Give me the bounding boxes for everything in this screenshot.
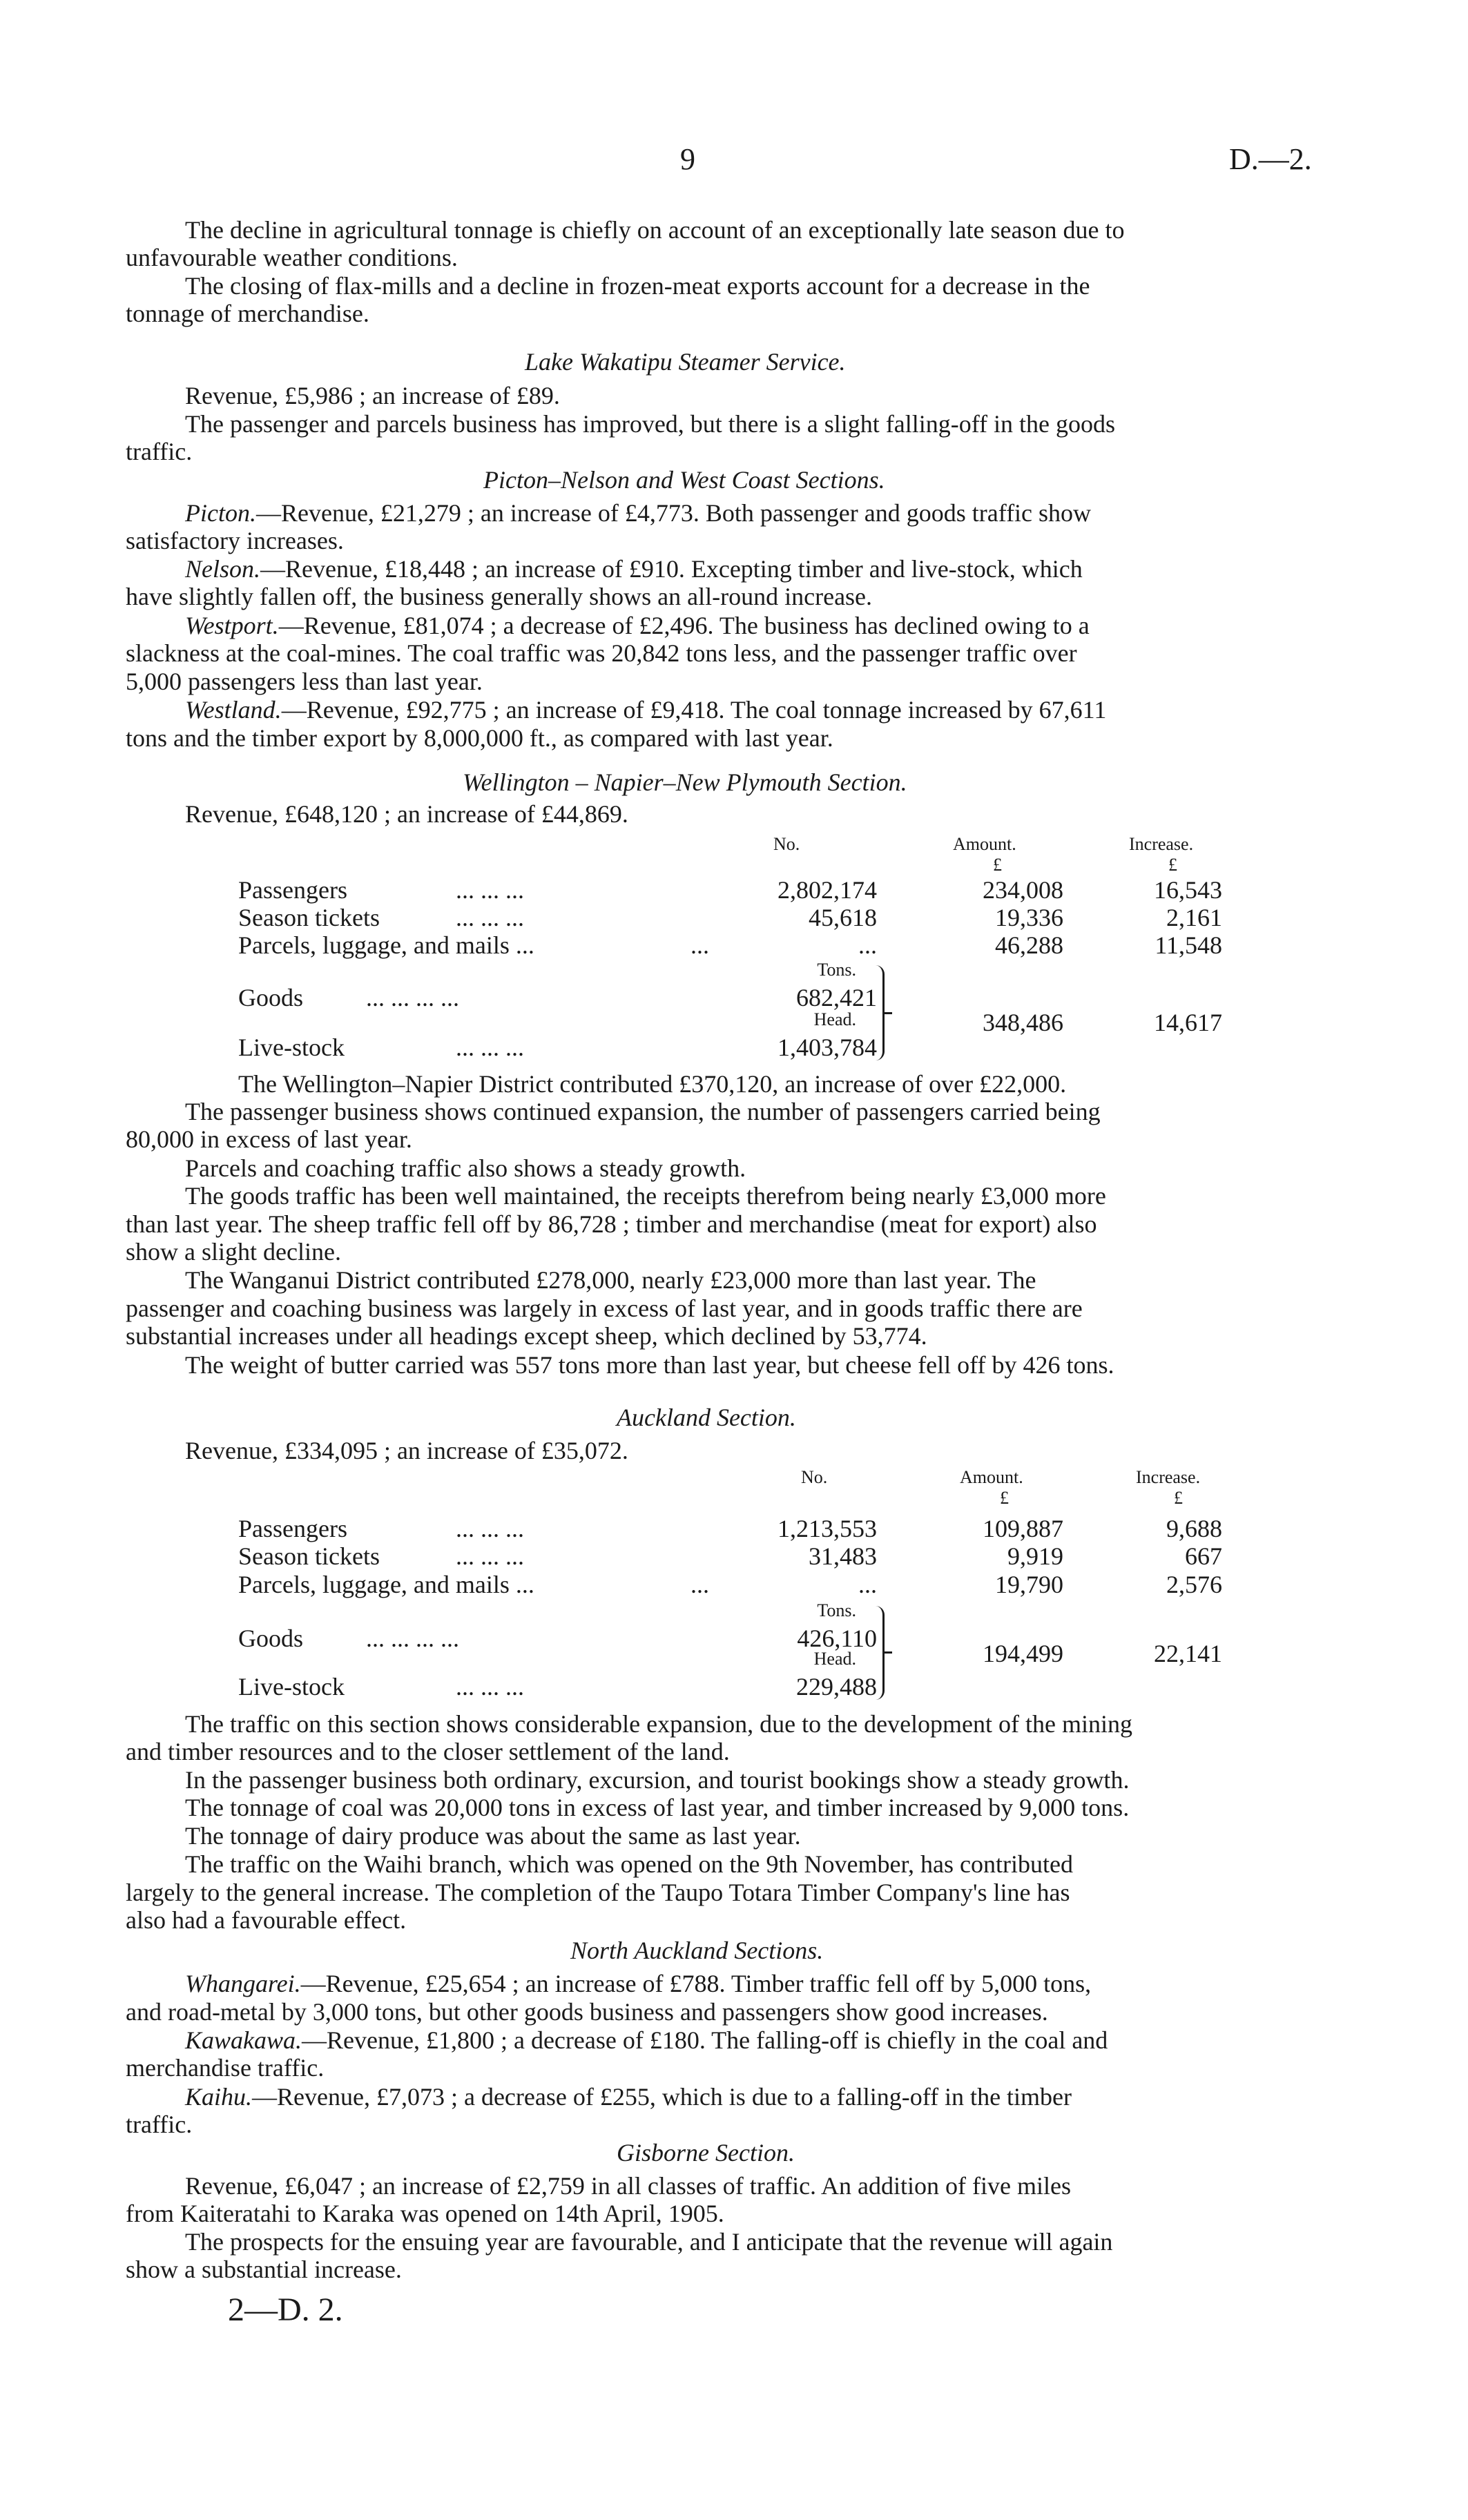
body-line: and road-metal by 3,000 tons, but other goods business and passengers show good increases. bbox=[126, 1998, 1048, 2026]
row-label: Parcels, luggage, and mails ... bbox=[238, 1571, 534, 1598]
body-line: The traffic on the Waihi branch, which was opened on the 9th November, has contributed bbox=[185, 1850, 1073, 1878]
row-increase: 9,688 bbox=[1166, 1515, 1222, 1542]
row-number: 1,403,784 bbox=[778, 1034, 877, 1061]
westland-name: Westland. bbox=[185, 696, 282, 724]
body-line: from Kaiteratahi to Karaka was opened on 14th April, 1905. bbox=[126, 2200, 724, 2227]
unit-label: Tons. bbox=[817, 960, 856, 980]
section-heading-gisborne: Gisborne Section. bbox=[617, 2139, 795, 2167]
row-label: Passengers bbox=[238, 1515, 347, 1542]
body-line: traffic. bbox=[126, 438, 193, 465]
body-line: tons and the timber export by 8,000,000 ft., as compared with last year. bbox=[126, 724, 833, 752]
unit-label: Head. bbox=[813, 1649, 856, 1669]
document-code: D.—2. bbox=[1229, 142, 1312, 176]
row-amount: 234,008 bbox=[983, 876, 1063, 904]
bracket-tip bbox=[882, 1012, 892, 1014]
whangarei-line bbox=[185, 1969, 1091, 1998]
body-line: and timber resources and to the closer settlement of the land. bbox=[126, 1738, 730, 1765]
body-line: The prospects for the ensuing year are favourable, and I anticipate that the revenue will again bbox=[185, 2228, 1113, 2256]
kaihu-name: Kaihu. bbox=[185, 2083, 253, 2111]
row-number: 31,483 bbox=[809, 1542, 877, 1570]
row-number: 682,421 bbox=[796, 984, 877, 1011]
row-leaders: ... bbox=[690, 1571, 709, 1598]
section-heading-wakatipu: Lake Wakatipu Steamer Service. bbox=[525, 348, 846, 376]
row-leaders: ... ... ... ... bbox=[366, 1625, 459, 1652]
body-line: slackness at the coal-mines. The coal traffic was 20,842 tons less, and the passenger traffic over bbox=[126, 639, 1077, 667]
row-label: Parcels, luggage, and mails ... bbox=[238, 931, 534, 959]
body-line: The goods traffic has been well maintained, the receipts therefrom being nearly £3,000 more bbox=[185, 1182, 1106, 1210]
section-heading-auckland: Auckland Section. bbox=[617, 1404, 796, 1431]
goods-livestock-amount: 194,499 bbox=[983, 1640, 1063, 1667]
westland-text: —Revenue, £92,775 ; an increase of £9,418. The coal tonnage increased by 67,611 bbox=[281, 696, 1107, 724]
section-heading-north-auckland: North Auckland Sections. bbox=[570, 1937, 824, 1964]
row-increase: 667 bbox=[1185, 1542, 1222, 1570]
row-number: 2,802,174 bbox=[778, 876, 877, 904]
row-number: ... bbox=[858, 1571, 877, 1598]
row-leaders: ... ... ... bbox=[456, 1034, 524, 1061]
intro-line: The closing of flax-mills and a decline in frozen-meat exports account for a decrease in the bbox=[185, 272, 1090, 300]
col-header-increase: Increase. bbox=[1136, 1467, 1201, 1487]
row-amount: 19,336 bbox=[995, 904, 1063, 931]
whangarei-name: Whangarei. bbox=[185, 1970, 301, 1997]
row-amount: 9,919 bbox=[1007, 1542, 1063, 1570]
kawakawa-line bbox=[185, 2026, 1108, 2055]
row-leaders: ... ... ... bbox=[456, 1542, 524, 1570]
kaihu-text: —Revenue, £7,073 ; a decrease of £255, which is due to a falling-off in the timber bbox=[252, 2083, 1072, 2111]
body-line: The tonnage of coal was 20,000 tons in excess of last year, and timber increased by 9,000 tons. bbox=[185, 1794, 1130, 1821]
westport-line bbox=[185, 611, 1090, 640]
westport-text: —Revenue, £81,074 ; a decrease of £2,496. The business has declined owing to a bbox=[278, 612, 1090, 639]
picton-name: Picton. bbox=[185, 499, 256, 527]
body-line: The passenger business shows continued expansion, the number of passengers carried being bbox=[185, 1098, 1101, 1125]
body-line: The traffic on this section shows considerable expansion, due to the development of the mining bbox=[185, 1710, 1133, 1738]
picton-text: —Revenue, £21,279 ; an increase of £4,773. Both passenger and goods traffic show bbox=[255, 499, 1092, 527]
body-line: also had a favourable effect. bbox=[126, 1906, 407, 1934]
intro-line: tonnage of merchandise. bbox=[126, 300, 369, 327]
body-line: satisfactory increases. bbox=[126, 527, 344, 554]
unit-label: Tons. bbox=[817, 1600, 856, 1620]
row-label: Season tickets bbox=[238, 1542, 380, 1570]
row-number: 229,488 bbox=[796, 1673, 877, 1700]
row-number: 1,213,553 bbox=[778, 1515, 877, 1542]
intro-line: unfavourable weather conditions. bbox=[126, 244, 458, 271]
body-line: The weight of butter carried was 557 tons more than last year, but cheese fell off by 426 tons. bbox=[185, 1351, 1114, 1379]
row-amount: 46,288 bbox=[995, 931, 1063, 959]
row-label: Passengers bbox=[238, 876, 347, 904]
body-line: The passenger and parcels business has improved, but there is a slight falling-off in the goods bbox=[185, 410, 1116, 438]
body-line: The tonnage of dairy produce was about the same as last year. bbox=[185, 1822, 801, 1850]
picton-line bbox=[185, 498, 1091, 527]
body-line: traffic. bbox=[126, 2111, 193, 2138]
col-header-no: No. bbox=[801, 1467, 828, 1487]
intro-line: The decline in agricultural tonnage is chiefly on account of an exceptionally late season due to bbox=[185, 216, 1125, 244]
westport-name: Westport. bbox=[185, 612, 279, 639]
row-number: ... bbox=[858, 931, 877, 959]
col-header-amount: Amount. bbox=[953, 834, 1016, 854]
row-label: Goods bbox=[238, 1625, 304, 1652]
body-line: In the passenger business both ordinary, excursion, and tourist bookings show a steady growth. bbox=[185, 1766, 1130, 1794]
westland-line bbox=[185, 695, 1106, 724]
body-line: have slightly fallen off, the business generally shows an all-round increase. bbox=[126, 583, 873, 610]
nelson-name: Nelson. bbox=[185, 555, 261, 583]
goods-livestock-increase: 14,617 bbox=[1154, 1009, 1222, 1036]
row-leaders: ... ... ... bbox=[456, 1515, 524, 1542]
nelson-text: —Revenue, £18,448 ; an increase of £910. Excepting timber and live-stock, which bbox=[260, 555, 1083, 583]
goods-livestock-increase: 22,141 bbox=[1154, 1640, 1222, 1667]
body-line: substantial increases under all headings except sheep, which declined by 53,774. bbox=[126, 1322, 927, 1350]
pound-sign: £ bbox=[1168, 855, 1177, 875]
body-line: show a slight decline. bbox=[126, 1238, 341, 1266]
row-label: Season tickets bbox=[238, 904, 380, 931]
body-line: passenger and coaching business was largely in excess of last year, and in goods traffic there are bbox=[126, 1295, 1083, 1322]
page-number: 9 bbox=[680, 142, 695, 176]
body-line: The Wanganui District contributed £278,000, nearly £23,000 more than last year. The bbox=[185, 1266, 1036, 1294]
kawakawa-name: Kawakawa. bbox=[185, 2026, 302, 2054]
row-number: 426,110 bbox=[797, 1625, 877, 1652]
col-header-increase: Increase. bbox=[1129, 834, 1194, 854]
row-leaders: ... bbox=[690, 931, 709, 959]
body-line: 80,000 in excess of last year. bbox=[126, 1125, 412, 1153]
row-leaders: ... ... ... ... bbox=[366, 984, 459, 1011]
signature-mark: 2—D. 2. bbox=[228, 2291, 343, 2328]
goods-livestock-amount: 348,486 bbox=[983, 1009, 1063, 1036]
row-label: Live-stock bbox=[238, 1034, 345, 1061]
body-line: merchandise traffic. bbox=[126, 2054, 325, 2082]
unit-label: Head. bbox=[813, 1009, 856, 1029]
nelson-line bbox=[185, 554, 1083, 583]
body-line: largely to the general increase. The completion of the Taupo Totara Timber Company's line has bbox=[126, 1879, 1070, 1906]
row-amount: 19,790 bbox=[995, 1571, 1063, 1598]
row-amount: 109,887 bbox=[983, 1515, 1063, 1542]
pound-sign: £ bbox=[993, 855, 1002, 875]
section-heading-picton-nelson: Picton–Nelson and West Coast Sections. bbox=[483, 466, 885, 494]
row-increase: 11,548 bbox=[1155, 931, 1222, 959]
wellington-revenue: Revenue, £648,120 ; an increase of £44,869. bbox=[185, 800, 628, 828]
row-increase: 2,161 bbox=[1166, 904, 1222, 931]
body-line: 5,000 passengers less than last year. bbox=[126, 668, 483, 695]
col-header-no: No. bbox=[773, 834, 800, 854]
pound-sign: £ bbox=[1000, 1488, 1009, 1508]
body-line: Revenue, £6,047 ; an increase of £2,759 in all classes of traffic. An addition of five miles bbox=[185, 2172, 1071, 2200]
bracket-tip bbox=[882, 1651, 892, 1654]
whangarei-text: —Revenue, £25,654 ; an increase of £788. Timber traffic fell off by 5,000 tons, bbox=[300, 1970, 1092, 1997]
body-line: Revenue, £5,986 ; an increase of £89. bbox=[185, 382, 560, 409]
body-line: than last year. The sheep traffic fell off by 86,728 ; timber and merchandise (meat for export) also bbox=[126, 1210, 1097, 1238]
row-label: Goods bbox=[238, 984, 304, 1011]
section-heading-wellington: Wellington – Napier–New Plymouth Section. bbox=[463, 768, 907, 796]
row-leaders: ... ... ... bbox=[456, 876, 524, 904]
col-header-amount: Amount. bbox=[960, 1467, 1023, 1487]
kaihu-line bbox=[185, 2082, 1072, 2111]
row-number: 45,618 bbox=[809, 904, 877, 931]
row-increase: 2,576 bbox=[1166, 1571, 1222, 1598]
auckland-revenue: Revenue, £334,095 ; an increase of £35,072. bbox=[185, 1437, 628, 1464]
row-leaders: ... ... ... bbox=[456, 904, 524, 931]
row-label: Live-stock bbox=[238, 1673, 345, 1700]
body-line: Parcels and coaching traffic also shows a steady growth. bbox=[185, 1154, 746, 1182]
body-line: show a substantial increase. bbox=[126, 2256, 402, 2283]
pound-sign: £ bbox=[1174, 1488, 1183, 1508]
row-increase: 16,543 bbox=[1154, 876, 1222, 904]
kawakawa-text: —Revenue, £1,800 ; a decrease of £180. The falling-off is chiefly in the coal and bbox=[302, 2026, 1108, 2054]
row-leaders: ... ... ... bbox=[456, 1673, 524, 1700]
body-line: The Wellington–Napier District contributed £370,120, an increase of over £22,000. bbox=[238, 1070, 1067, 1098]
